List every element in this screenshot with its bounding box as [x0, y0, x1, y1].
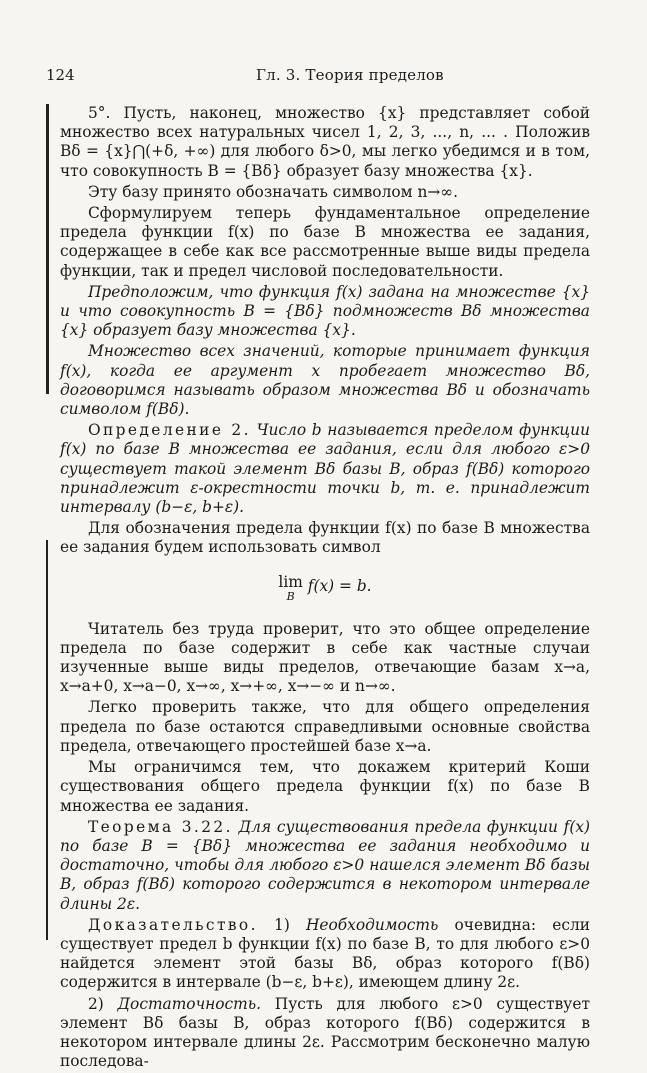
theorem [60, 818, 590, 914]
definition [60, 421, 590, 517]
proof-necessity-text: очевидна: если существует предел b функции f(x) по базе B, то для любого ε>0 найдется элемент этой базы Bδ, образ которого f(Bδ) содержится в интервале (b−ε, b+ε), имеющем длину 2ε. [60, 915, 590, 992]
proof [60, 916, 590, 993]
proof-necessity-label: Необходимость [305, 915, 439, 934]
margin-rule-top [46, 104, 49, 394]
definition-text: Число b называется пределом функции f(x) по базе B множества ее задания, если для любого ε>0 существует такой элемент Bδ базы B, образ f(Bδ) которого принадлежит ε-окрестности точки b, т. е. принадлежит интервалу (b−ε, b+ε). [60, 421, 590, 517]
limit-formula [60, 572, 590, 602]
proof-label: Доказательство. [88, 915, 258, 934]
lim-subscript: B [286, 589, 295, 603]
proof-sufficiency-text: Пусть для любого ε>0 существует элемент Bδ базы B, образ которого f(Bδ) содержится в некотором интервале длины 2ε. Рассмотрим бесконечно малую последова- [60, 994, 590, 1071]
formula-expression: f(x) = b. [307, 576, 372, 595]
page-header [46, 66, 593, 88]
paragraph: 5°. Пусть, наконец, множество {x} представляет собой множество всех натуральных чисел 1, 2, 3, ..., n, ... . Положив Bδ = {x}⋂(+δ, +∞) для любого δ>0, мы легко убедимся и в том, что совокупность B = {Bδ} образует базу множества {x}. [60, 104, 590, 180]
margin-rule-bottom [46, 540, 48, 940]
proof-sufficiency-label: Достаточность. [117, 994, 262, 1013]
lim-operator [278, 572, 302, 602]
page-body [60, 104, 590, 1073]
lim-word: lim [278, 572, 303, 591]
paragraph: Для обозначения предела функции f(x) по базе B множества ее задания будем использовать символ [60, 519, 590, 557]
proof-necessity-num: 1) [274, 915, 290, 934]
paragraph: Эту базу принято обозначать символом n→∞. [88, 182, 458, 201]
running-title: Гл. 3. Теория пределов [256, 66, 444, 84]
paragraph: Предположим, что функция f(x) задана на множестве {x} и что совокупность B = {Bδ} подмножеств Bδ множества {x} образует базу множества {x}. [60, 282, 590, 340]
theorem-label: Теорема 3.22. [88, 817, 233, 836]
paragraph: Легко проверить также, что для общего определения предела по базе остаются справедливыми основные свойства предела, отвечающего простейшей базе x→a. [60, 698, 590, 755]
paragraph: Множество всех значений, которые принимает функция f(x), когда ее аргумент x пробегает множество Bδ, договоримся называть образом множества Bδ и обозначать символом f(Bδ). [60, 342, 590, 419]
proof-sufficiency [60, 995, 590, 1072]
paragraph: Читатель без труда проверит, что это общее определение предела по базе содержит в себе как частные случаи изученные выше виды пределов, отвечающие базам x→a, x→a+0, x→a−0, x→∞, x→+∞, x→−∞ и n→∞. [60, 619, 590, 696]
theorem-text: Для существования предела функции f(x) по базе B = {Bδ} множества ее задания необходимо и достаточно, чтобы для любого ε>0 нашелся элемент Bδ базы B, образ f(Bδ) которого содержится в некотором интервале длины 2ε. [60, 817, 591, 913]
paragraph: Мы ограничимся тем, что докажем критерий Коши существования общего предела функции f(x) по базе B множества ее задания. [60, 758, 590, 815]
page-number: 124 [46, 66, 75, 84]
proof-sufficiency-num: 2) [88, 994, 104, 1013]
definition-label: Определение 2. [88, 421, 251, 440]
paragraph: Сформулируем теперь фундаментальное определение предела функции f(x) по базе B множества ее задания, содержащее в себе как все рассмотренные выше виды предела функции, так и предел числовой последовательности. [60, 204, 590, 280]
